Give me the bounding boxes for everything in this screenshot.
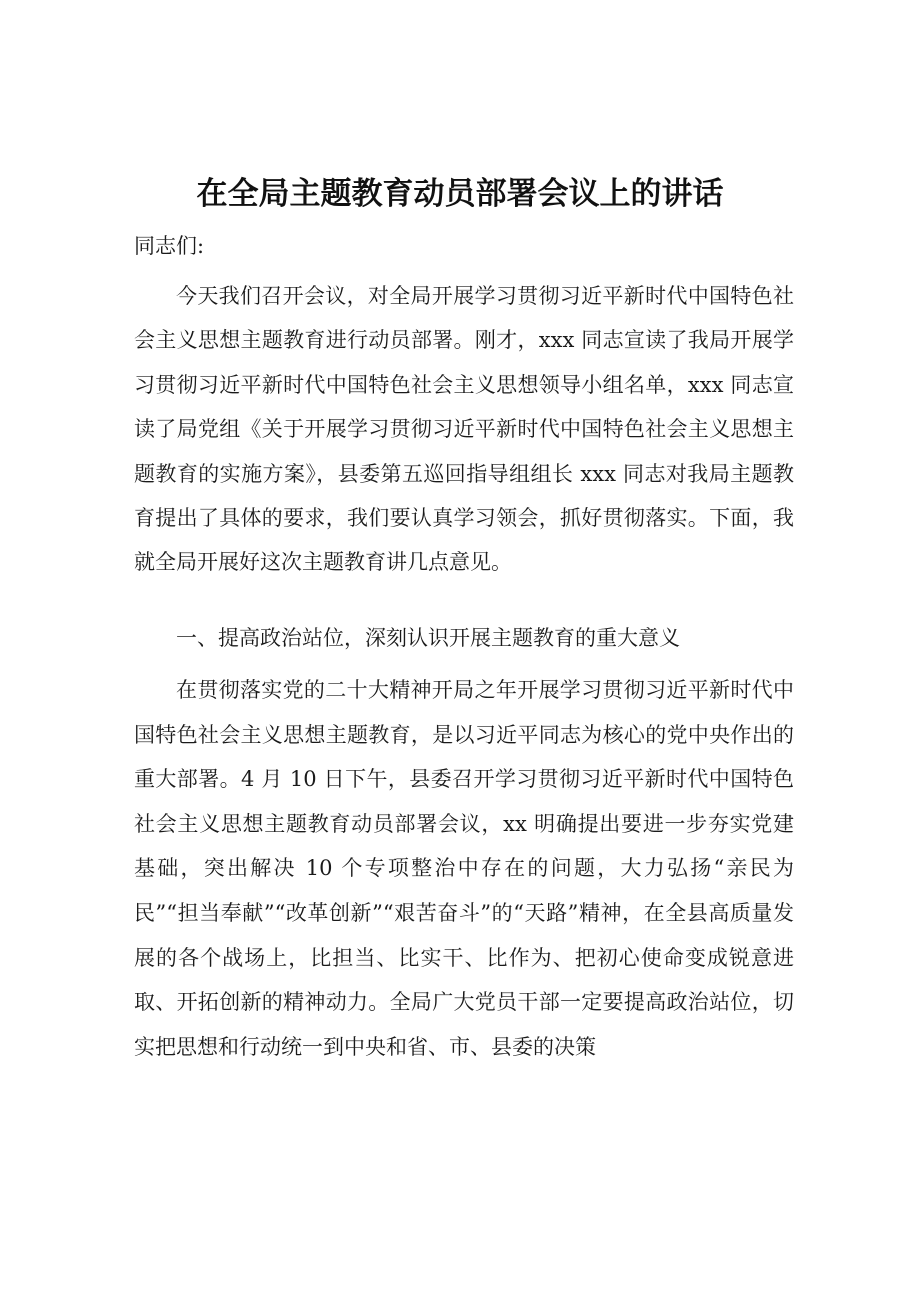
salutation: 同志们: xyxy=(134,234,205,258)
paragraph-significance: 在贯彻落实党的二十大精神开局之年开展学习贯彻习近平新时代中国特色社会主义思想主题教育，是以习近平同志为核心的党中央作出的重大部署。4 月 10 日下午，县委召开学习贯彻习近平新时代中国特色社会主义思想主题教育动员部署会议，xx 明确提出要进一步夯实党建基础，突出解决 10 个专项整治中存在的问题，大力弘扬“亲民为民”“担当奉献”“改革创新”“艰苦奋斗”的“天路”精神，在全县高质量发展的各个战场上，比担当、比实干、比作为、把初心使命变成锐意进取、开拓创新的精神动力。全局广大党员干部一定要提高政治站位，切实把思想和行动统一到中央和省、市、县委的决策 xyxy=(134,678,794,1059)
section-heading: 一、提高政治站位，深刻认识开展主题教育的重大意义 xyxy=(176,626,680,650)
document-title: 在全局主题教育动员部署会议上的讲话 xyxy=(196,176,724,212)
paragraph-opening: 今天我们召开会议，对全局开展学习贯彻习近平新时代中国特色社会主义思想主题教育进行动员部署。刚才，xxx 同志宣读了我局开展学习贯彻习近平新时代中国特色社会主义思想领导小组名单，xxx 同志宣读了局党组《关于开展学习贯彻习近平新时代中国特色社会主义思想主题教育的实施方案》，县委第五巡回指导组组长 xxx 同志对我局主题教育提出了具体的要求，我们要认真学习领会，抓好贯彻落实。下面，我就全局开展好这次主题教育讲几点意见。 xyxy=(134,284,794,575)
